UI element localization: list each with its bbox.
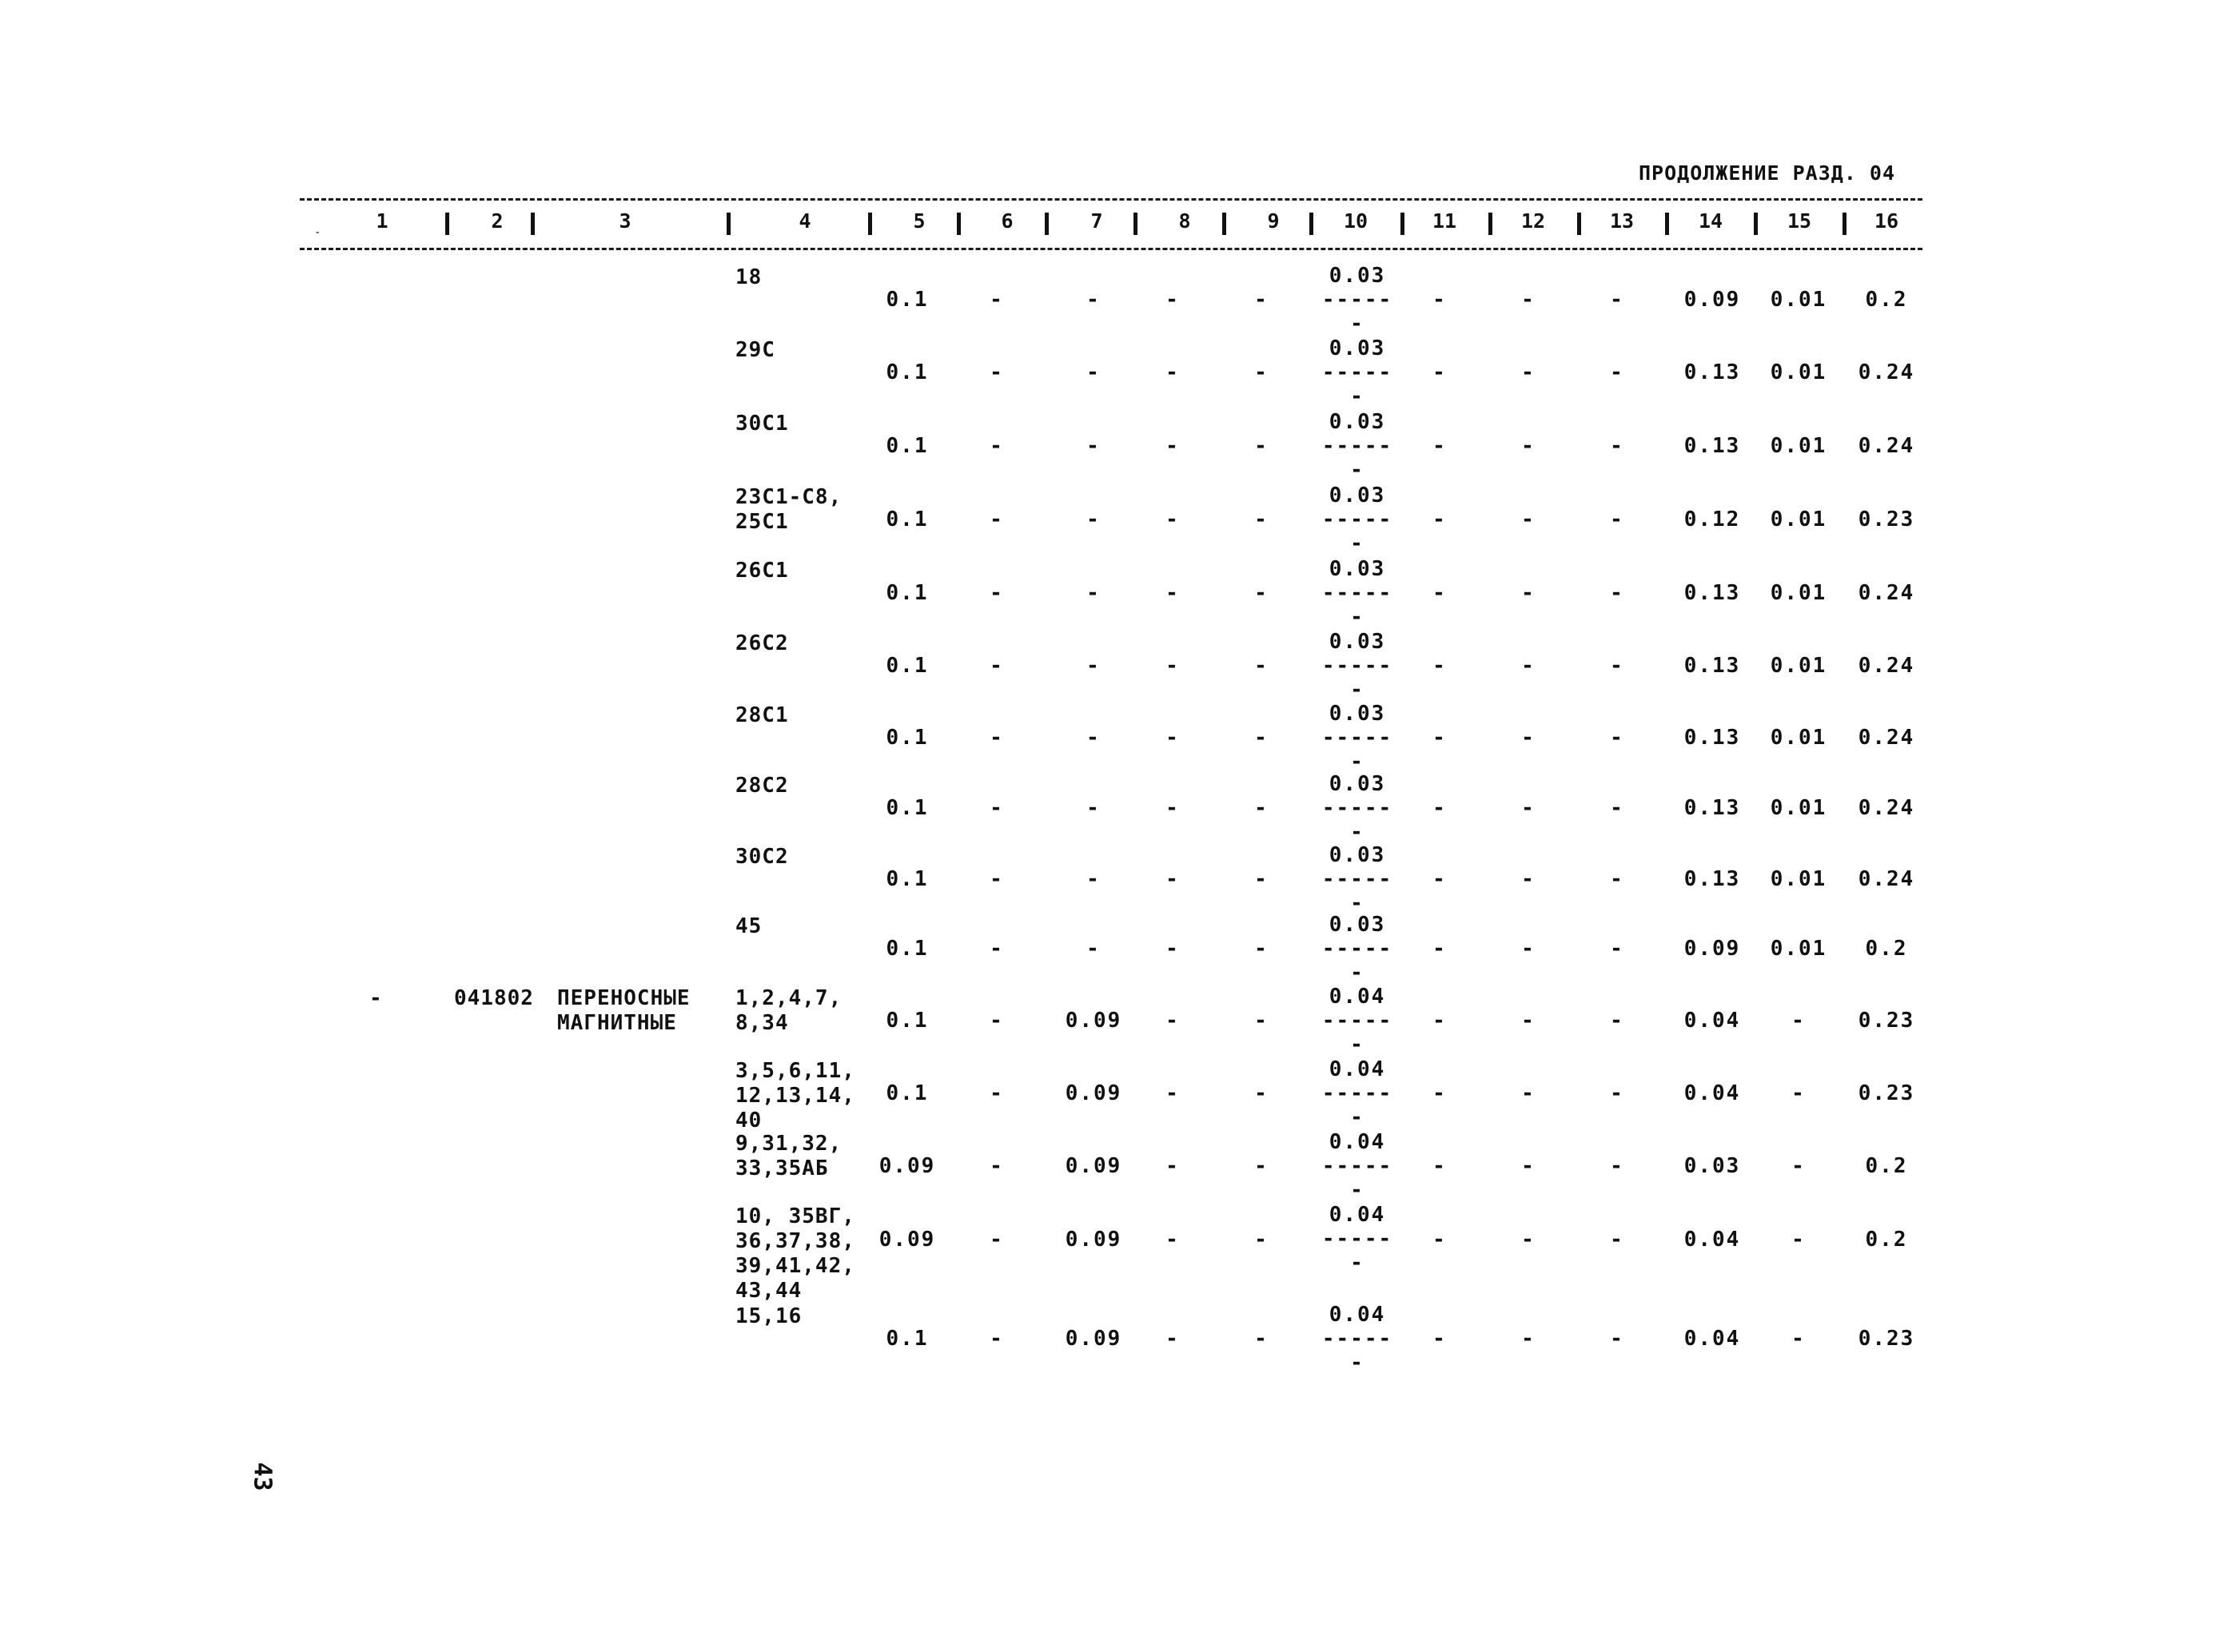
fraction-numerator: 0.03	[1329, 772, 1386, 796]
column-header-4: 4	[799, 209, 811, 233]
cell-col-16: 0.2	[1865, 1228, 1908, 1252]
cell-col-8: -	[1165, 288, 1178, 312]
fraction-cell	[1322, 336, 1392, 408]
cell-col-14: 0.04	[1683, 1081, 1741, 1105]
fraction-numerator: 0.03	[1329, 484, 1386, 508]
cell-col-4: 9,31,32, 33,35АБ	[735, 1132, 843, 1180]
cell-col-13: -	[1610, 581, 1623, 605]
fraction-bar: -----	[1321, 288, 1393, 312]
cell-col-6: -	[990, 1228, 1002, 1252]
fraction-denominator: -	[1350, 1351, 1364, 1375]
fraction-cell	[1322, 702, 1392, 774]
cell-col-1: -	[369, 986, 383, 1010]
cell-col-7: -	[1086, 360, 1101, 384]
cell-col-6: -	[990, 508, 1002, 531]
fraction-cell	[1322, 1130, 1392, 1202]
column-separator	[957, 213, 961, 235]
cell-col-14: 0.04	[1683, 1327, 1741, 1351]
scan-speck: -	[314, 226, 321, 239]
fraction-denominator: -	[1350, 1033, 1364, 1057]
cell-col-15: -	[1791, 1154, 1806, 1178]
cell-col-15: 0.01	[1770, 288, 1827, 312]
cell-col-6: -	[990, 654, 1002, 678]
cell-col-6: -	[990, 796, 1002, 820]
cell-col-9: -	[1254, 434, 1267, 458]
cell-col-13: -	[1610, 1327, 1623, 1351]
column-separator	[1577, 213, 1581, 235]
column-header-6: 6	[1001, 209, 1014, 233]
cell-col-9: -	[1254, 360, 1267, 384]
cell-col-12: -	[1521, 867, 1534, 891]
cell-col-12: -	[1521, 1228, 1534, 1252]
fraction-bar: -----	[1321, 1009, 1393, 1033]
cell-col-8: -	[1165, 1081, 1178, 1105]
fraction-bar: -----	[1321, 867, 1393, 891]
header-top-rule	[300, 198, 1922, 201]
fraction-cell	[1322, 410, 1392, 482]
fraction-cell	[1322, 1057, 1392, 1129]
fraction-bar: -----	[1321, 581, 1393, 605]
cell-col-12: -	[1521, 1327, 1534, 1351]
cell-col-8: -	[1165, 726, 1178, 750]
cell-col-8: -	[1165, 1228, 1178, 1252]
column-header-13: 13	[1609, 209, 1635, 233]
column-header-10: 10	[1343, 209, 1368, 233]
fraction-numerator: 0.04	[1329, 1203, 1386, 1227]
cell-col-6: -	[990, 867, 1002, 891]
column-header-16: 16	[1874, 209, 1899, 233]
fraction-denominator: -	[1350, 1251, 1364, 1275]
cell-col-13: -	[1610, 1081, 1623, 1105]
cell-col-7: -	[1086, 867, 1101, 891]
cell-col-6: -	[990, 1154, 1002, 1178]
fraction-numerator: 0.03	[1329, 630, 1386, 654]
cell-col-9: -	[1254, 1081, 1267, 1105]
cell-col-12: -	[1521, 726, 1534, 750]
fraction-cell	[1322, 1203, 1392, 1275]
fraction-cell	[1322, 264, 1392, 336]
column-separator	[1309, 213, 1313, 235]
cell-col-14: 0.13	[1683, 654, 1741, 678]
cell-col-12: -	[1521, 360, 1534, 384]
cell-col-4: 1,2,4,7, 8,34	[735, 986, 843, 1035]
cell-col-4: 18	[735, 265, 763, 289]
column-separator	[1665, 213, 1669, 235]
cell-col-5: 0.1	[886, 508, 929, 531]
cell-col-6: -	[990, 1009, 1002, 1033]
cell-col-8: -	[1165, 1327, 1178, 1351]
cell-col-16: 0.23	[1858, 508, 1915, 531]
cell-col-14: 0.09	[1683, 937, 1741, 961]
cell-col-7: -	[1086, 937, 1101, 961]
fraction-cell	[1322, 1303, 1392, 1375]
cell-col-12: -	[1521, 1009, 1534, 1033]
cell-col-4: 26C2	[735, 631, 789, 655]
cell-col-11: -	[1432, 867, 1445, 891]
cell-col-5: 0.1	[886, 726, 929, 750]
fraction-numerator: 0.03	[1329, 702, 1386, 726]
cell-col-6: -	[990, 1081, 1002, 1105]
cell-col-5: 0.09	[878, 1228, 936, 1252]
fraction-denominator: -	[1350, 384, 1364, 408]
cell-col-15: 0.01	[1770, 937, 1827, 961]
cell-col-12: -	[1521, 1154, 1534, 1178]
fraction-numerator: 0.03	[1329, 410, 1386, 434]
cell-col-4: 30C1	[735, 412, 789, 436]
cell-col-8: -	[1165, 581, 1178, 605]
cell-col-16: 0.24	[1858, 360, 1915, 384]
column-header-2: 2	[491, 209, 504, 233]
cell-col-11: -	[1432, 434, 1445, 458]
cell-col-4: 26C1	[735, 559, 789, 583]
cell-col-6: -	[990, 288, 1002, 312]
fraction-denominator: -	[1350, 605, 1364, 629]
cell-col-7: -	[1086, 288, 1101, 312]
fraction-denominator: -	[1350, 312, 1364, 336]
fraction-numerator: 0.03	[1329, 264, 1386, 288]
cell-col-7: -	[1086, 796, 1101, 820]
fraction-cell	[1322, 630, 1392, 702]
cell-col-7: -	[1086, 654, 1101, 678]
cell-col-14: 0.12	[1683, 508, 1741, 531]
cell-col-14: 0.13	[1683, 867, 1741, 891]
cell-col-7: -	[1086, 726, 1101, 750]
cell-col-4: 45	[735, 914, 763, 938]
cell-col-5: 0.1	[886, 360, 929, 384]
cell-col-3: ПЕРЕНОСНЫЕ МАГНИТНЫЕ	[557, 986, 691, 1035]
cell-col-6: -	[990, 1327, 1002, 1351]
cell-col-8: -	[1165, 360, 1178, 384]
cell-col-4: 28C2	[735, 774, 789, 798]
cell-col-12: -	[1521, 581, 1534, 605]
cell-col-15: 0.01	[1770, 508, 1827, 531]
cell-col-14: 0.04	[1683, 1228, 1741, 1252]
cell-col-16: 0.2	[1865, 1154, 1908, 1178]
cell-col-7: 0.09	[1065, 1228, 1122, 1252]
cell-col-7: 0.09	[1065, 1081, 1122, 1105]
fraction-numerator: 0.03	[1329, 913, 1386, 937]
column-header-15: 15	[1787, 209, 1812, 233]
cell-col-13: -	[1610, 867, 1623, 891]
column-header-5: 5	[913, 209, 926, 233]
cell-col-14: 0.04	[1683, 1009, 1741, 1033]
cell-col-11: -	[1432, 1228, 1445, 1252]
fraction-bar: -----	[1321, 726, 1393, 750]
cell-col-13: -	[1610, 796, 1623, 820]
fraction-cell	[1322, 985, 1392, 1057]
cell-col-6: -	[990, 581, 1002, 605]
cell-col-8: -	[1165, 937, 1178, 961]
column-separator	[531, 213, 535, 235]
cell-col-9: -	[1254, 1228, 1267, 1252]
column-separator	[868, 213, 872, 235]
cell-col-11: -	[1432, 726, 1445, 750]
cell-col-9: -	[1254, 1154, 1267, 1178]
fraction-denominator: -	[1350, 1105, 1364, 1129]
cell-col-16: 0.24	[1858, 654, 1915, 678]
column-separator	[445, 213, 449, 235]
fraction-bar: -----	[1321, 360, 1393, 384]
cell-col-8: -	[1165, 1154, 1178, 1178]
cell-col-5: 0.1	[886, 796, 929, 820]
cell-col-15: 0.01	[1770, 581, 1827, 605]
cell-col-15: -	[1791, 1228, 1806, 1252]
cell-col-7: -	[1086, 508, 1101, 531]
cell-col-12: -	[1521, 508, 1534, 531]
fraction-numerator: 0.04	[1329, 985, 1386, 1009]
cell-col-9: -	[1254, 1009, 1267, 1033]
header-bottom-rule	[300, 248, 1922, 250]
cell-col-16: 0.23	[1858, 1327, 1915, 1351]
cell-col-9: -	[1254, 726, 1267, 750]
column-separator	[1488, 213, 1492, 235]
column-header-12: 12	[1520, 209, 1546, 233]
fraction-bar: -----	[1321, 1154, 1393, 1178]
cell-col-14: 0.13	[1683, 796, 1741, 820]
cell-col-6: -	[990, 434, 1002, 458]
page-number: 43	[248, 1462, 277, 1491]
cell-col-15: 0.01	[1770, 796, 1827, 820]
fraction-numerator: 0.03	[1329, 336, 1386, 360]
fraction-bar: -----	[1321, 434, 1393, 458]
cell-col-11: -	[1432, 581, 1445, 605]
fraction-cell	[1322, 772, 1392, 844]
column-header-8: 8	[1178, 209, 1191, 233]
cell-col-4: 30C2	[735, 845, 789, 869]
cell-col-4: 15,16	[735, 1304, 803, 1328]
cell-col-5: 0.1	[886, 1327, 929, 1351]
cell-col-4: 23C1-C8, 25C1	[735, 485, 843, 534]
fraction-numerator: 0.03	[1329, 843, 1386, 867]
column-separator	[1222, 213, 1226, 235]
column-header-9: 9	[1267, 209, 1280, 233]
cell-col-16: 0.24	[1858, 867, 1915, 891]
column-separator	[1843, 213, 1847, 235]
cell-col-11: -	[1432, 1154, 1445, 1178]
column-header-1: 1	[376, 209, 388, 233]
cell-col-11: -	[1432, 1009, 1445, 1033]
cell-col-5: 0.1	[886, 1081, 929, 1105]
cell-col-7: 0.09	[1065, 1154, 1122, 1178]
section-continuation-heading: ПРОДОЛЖЕНИЕ РАЗД. 04	[1639, 161, 1896, 185]
fraction-cell	[1322, 557, 1392, 629]
cell-col-12: -	[1521, 796, 1534, 820]
cell-col-7: 0.09	[1065, 1327, 1122, 1351]
cell-col-11: -	[1432, 654, 1445, 678]
cell-col-14: 0.13	[1683, 581, 1741, 605]
cell-col-5: 0.1	[886, 867, 929, 891]
cell-col-15: -	[1791, 1009, 1806, 1033]
cell-col-8: -	[1165, 434, 1178, 458]
cell-col-9: -	[1254, 867, 1267, 891]
cell-col-5: 0.09	[878, 1154, 936, 1178]
cell-col-13: -	[1610, 1154, 1623, 1178]
cell-col-8: -	[1165, 654, 1178, 678]
column-header-3: 3	[619, 209, 631, 233]
fraction-numerator: 0.04	[1329, 1057, 1386, 1081]
column-separator	[1133, 213, 1137, 235]
cell-col-12: -	[1521, 654, 1534, 678]
cell-col-13: -	[1610, 288, 1623, 312]
cell-col-16: 0.23	[1858, 1081, 1915, 1105]
fraction-denominator: -	[1350, 458, 1364, 482]
cell-col-16: 0.2	[1865, 937, 1908, 961]
cell-col-8: -	[1165, 796, 1178, 820]
cell-col-8: -	[1165, 508, 1178, 531]
cell-col-13: -	[1610, 937, 1623, 961]
cell-col-16: 0.23	[1858, 1009, 1915, 1033]
column-header-7: 7	[1090, 209, 1103, 233]
fraction-bar: -----	[1321, 937, 1393, 961]
fraction-bar: -----	[1321, 508, 1393, 531]
cell-col-15: 0.01	[1770, 726, 1827, 750]
cell-col-4: 10, 35ВГ, 36,37,38, 39,41,42, 43,44	[735, 1204, 855, 1303]
cell-col-16: 0.24	[1858, 726, 1915, 750]
cell-col-9: -	[1254, 796, 1267, 820]
cell-col-12: -	[1521, 434, 1534, 458]
cell-col-16: 0.2	[1865, 288, 1908, 312]
cell-col-13: -	[1610, 726, 1623, 750]
cell-col-15: 0.01	[1770, 360, 1827, 384]
cell-col-13: -	[1610, 508, 1623, 531]
cell-col-13: -	[1610, 654, 1623, 678]
cell-col-16: 0.24	[1858, 434, 1915, 458]
fraction-bar: -----	[1321, 796, 1393, 820]
cell-col-15: 0.01	[1770, 867, 1827, 891]
fraction-denominator: -	[1350, 961, 1364, 985]
cell-col-9: -	[1254, 288, 1267, 312]
cell-col-15: 0.01	[1770, 654, 1827, 678]
fraction-denominator: -	[1350, 1178, 1364, 1202]
cell-col-4: 3,5,6,11, 12,13,14, 40	[735, 1059, 855, 1133]
cell-col-12: -	[1521, 1081, 1534, 1105]
cell-col-14: 0.03	[1683, 1154, 1741, 1178]
cell-col-13: -	[1610, 1228, 1623, 1252]
cell-col-9: -	[1254, 508, 1267, 531]
fraction-cell	[1322, 484, 1392, 555]
cell-col-7: -	[1086, 581, 1101, 605]
cell-col-11: -	[1432, 796, 1445, 820]
cell-col-13: -	[1610, 1009, 1623, 1033]
cell-col-9: -	[1254, 937, 1267, 961]
column-header-14: 14	[1698, 209, 1723, 233]
fraction-bar: -----	[1321, 1081, 1393, 1105]
cell-col-11: -	[1432, 1081, 1445, 1105]
cell-col-6: -	[990, 360, 1002, 384]
cell-col-15: -	[1791, 1081, 1806, 1105]
fraction-denominator: -	[1350, 750, 1364, 774]
cell-col-5: 0.1	[886, 581, 929, 605]
cell-col-7: -	[1086, 434, 1101, 458]
cell-col-9: -	[1254, 654, 1267, 678]
fraction-numerator: 0.03	[1329, 557, 1386, 581]
cell-col-11: -	[1432, 1327, 1445, 1351]
cell-col-5: 0.1	[886, 937, 929, 961]
cell-col-9: -	[1254, 1327, 1267, 1351]
column-header-11: 11	[1432, 209, 1457, 233]
fraction-cell	[1322, 913, 1392, 985]
fraction-numerator: 0.04	[1329, 1130, 1386, 1154]
cell-col-12: -	[1521, 288, 1534, 312]
column-separator	[1754, 213, 1758, 235]
cell-col-8: -	[1165, 1009, 1178, 1033]
cell-col-14: 0.13	[1683, 360, 1741, 384]
cell-col-16: 0.24	[1858, 581, 1915, 605]
cell-col-5: 0.1	[886, 434, 929, 458]
column-separator	[1045, 213, 1049, 235]
cell-col-4: 28C1	[735, 703, 789, 727]
cell-col-15: -	[1791, 1327, 1806, 1351]
cell-col-2: 041802	[454, 986, 534, 1010]
cell-col-5: 0.1	[886, 1009, 929, 1033]
cell-col-8: -	[1165, 867, 1178, 891]
cell-col-7: 0.09	[1065, 1009, 1122, 1033]
fraction-denominator: -	[1350, 820, 1364, 844]
cell-col-5: 0.1	[886, 288, 929, 312]
cell-col-9: -	[1254, 581, 1267, 605]
column-separator	[1400, 213, 1404, 235]
cell-col-4: 29C	[735, 338, 775, 362]
fraction-bar: -----	[1321, 1227, 1393, 1251]
fraction-bar: -----	[1321, 654, 1393, 678]
cell-col-16: 0.24	[1858, 796, 1915, 820]
fraction-denominator: -	[1350, 531, 1364, 555]
cell-col-11: -	[1432, 937, 1445, 961]
column-header-row	[0, 209, 2219, 241]
fraction-cell	[1322, 843, 1392, 915]
cell-col-14: 0.13	[1683, 726, 1741, 750]
cell-col-12: -	[1521, 937, 1534, 961]
cell-col-6: -	[990, 937, 1002, 961]
cell-col-15: 0.01	[1770, 434, 1827, 458]
fraction-denominator: -	[1350, 891, 1364, 915]
cell-col-5: 0.1	[886, 654, 929, 678]
fraction-numerator: 0.04	[1329, 1303, 1386, 1327]
cell-col-13: -	[1610, 434, 1623, 458]
cell-col-14: 0.09	[1683, 288, 1741, 312]
fraction-denominator: -	[1350, 678, 1364, 702]
fraction-bar: -----	[1321, 1327, 1393, 1351]
cell-col-14: 0.13	[1683, 434, 1741, 458]
cell-col-11: -	[1432, 288, 1445, 312]
cell-col-11: -	[1432, 360, 1445, 384]
cell-col-6: -	[990, 726, 1002, 750]
cell-col-11: -	[1432, 508, 1445, 531]
cell-col-13: -	[1610, 360, 1623, 384]
column-separator	[727, 213, 731, 235]
